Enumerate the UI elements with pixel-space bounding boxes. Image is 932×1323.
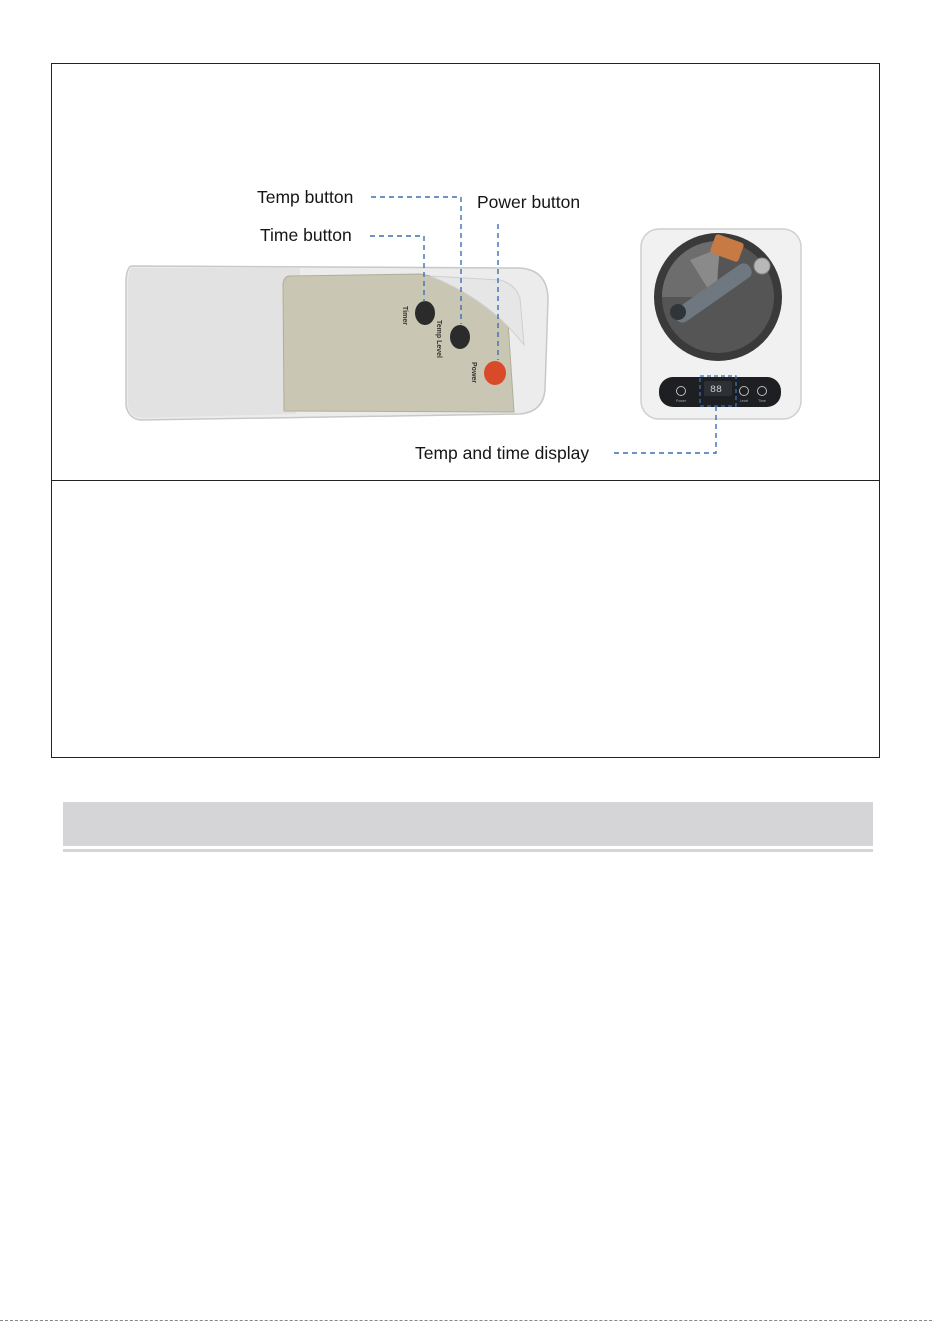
temp-button-callout: Temp button <box>257 187 354 207</box>
power-button-callout: Power button <box>477 192 581 212</box>
display-callout: Temp and time display <box>415 443 590 463</box>
device-display-digits: 88 <box>710 385 723 396</box>
product-illustration <box>0 0 932 480</box>
power-label: Power <box>470 362 477 384</box>
device-power-label: Power <box>676 399 686 403</box>
power-button[interactable] <box>484 361 506 385</box>
temp-level-label: Temp Level <box>435 320 442 358</box>
timer-button[interactable] <box>415 301 435 325</box>
page-bottom-rule <box>0 1320 932 1321</box>
time-button-callout: Time button <box>260 225 352 245</box>
remote-control <box>126 266 548 420</box>
section-rule <box>63 849 873 852</box>
device-top-view <box>641 229 801 419</box>
section-heading-bar <box>63 802 873 846</box>
timer-label: Timer <box>401 306 408 325</box>
device-level-label: Level <box>739 399 749 403</box>
frame-divider <box>51 480 880 481</box>
temp-level-button[interactable] <box>450 325 470 349</box>
device-time-label: Time <box>758 399 766 403</box>
